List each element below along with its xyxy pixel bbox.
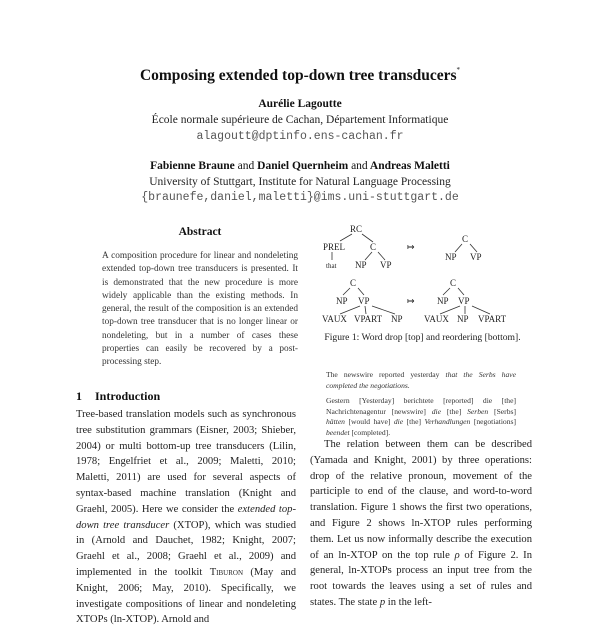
- tree-node: NP: [437, 296, 449, 306]
- german-example: Gestern [Yesterday] berichtete [reported] die [the] Nachrichtenagentur [newswire] die [the] Serben [Serbs] hätten [would have] die [the] Verhandlungen [negotiations] beendet [completed].: [326, 396, 517, 437]
- author-separator: and: [237, 160, 255, 172]
- author-name: Andreas Maletti: [369, 160, 450, 172]
- tree-node: VP: [380, 260, 392, 270]
- author-name: Fabienne Braune: [150, 160, 235, 172]
- footnote-mark: *: [456, 66, 461, 74]
- maps-to-arrow: ↦: [407, 242, 415, 252]
- example-sentences: [326, 370, 516, 444]
- tree-node: NP: [355, 260, 367, 270]
- tree-leaf: that: [326, 262, 337, 270]
- english-example: The newswire reported yesterday that the Serbs have completed the negotiations.: [326, 370, 516, 390]
- tree-node: PREL: [323, 242, 346, 252]
- tree-node: VP: [358, 296, 370, 306]
- authors-2-affiliation: University of Stuttgart, Institute for Natural Language Processing: [149, 176, 451, 188]
- abstract-heading: Abstract: [178, 226, 222, 238]
- maps-to-arrow: ↦: [407, 296, 415, 306]
- authors-2-names: [0, 160, 600, 172]
- tree-node: RC: [350, 224, 363, 234]
- state-symbol: p: [379, 596, 386, 608]
- authors-2-email: {braunefe,daniel,maletti}@ims.uni-stuttgart.de: [141, 191, 459, 204]
- tool-name: Tiburon: [209, 566, 243, 578]
- tree-node: VP: [458, 296, 470, 306]
- paper-title: Composing extended top-down tree transducers*: [139, 66, 461, 84]
- section-heading: [76, 389, 160, 404]
- author-name: Daniel Quernheim: [257, 160, 349, 172]
- section-number: 1: [76, 389, 82, 403]
- rule-symbol: ρ: [454, 549, 460, 561]
- tree-node: NP: [391, 314, 403, 324]
- tree-node: VP: [470, 252, 482, 262]
- figure-1-caption: Figure 1: Word drop [top] and reordering [bottom].: [324, 332, 521, 343]
- author-1-affiliation: École normale supérieure de Cachan, Département Informatique: [151, 114, 449, 126]
- tree-node: VPART: [478, 314, 507, 324]
- tree-node: C: [450, 278, 457, 288]
- tree-node: VPART: [354, 314, 383, 324]
- figure-1-trees: [310, 222, 535, 332]
- tree-node: C: [370, 242, 377, 252]
- author-1-email: alagoutt@dptinfo.ens-cachan.fr: [196, 130, 404, 143]
- right-column-paragraph: The relation between them can be described (Yamada and Knight, 2001) by three operations: drop of the relative pronoun, movement of the participle to end of the clause, and word-to-word translation. Figure 1 shows the first two operations, and Figure 2 shows ln-XTOP rules performing them. Let us now informally describe the execution of an ln-XTOP on the top rule ρ of Figure 2. In general, ln-XTOPs process an input tree from the root towards the leaves using a set of rules and states. The state p in the left-: [310, 439, 532, 608]
- author-separator: and: [351, 160, 368, 172]
- tree-node: VAUX: [322, 314, 347, 324]
- author-1-name: Aurélie Lagoutte: [258, 98, 342, 110]
- tree-node: VAUX: [424, 314, 449, 324]
- abstract-text: A composition procedure for linear and nondeleting extended top-down tree transducers is presented. It is demonstrated that the new procedure is more widely applicable than the existing methods. In general, the result of the composition is an extended top-down tree transducer that is no longer linear or nondeleting, but in a number of cases these properties can easily be recovered by a post-processing step.: [102, 251, 298, 368]
- term-emphasis: extended top-down tree transducer: [76, 503, 296, 531]
- tree-node: NP: [445, 252, 457, 262]
- tree-node: NP: [457, 314, 469, 324]
- tree-node: C: [350, 278, 357, 288]
- tree-node: C: [462, 234, 469, 244]
- section-title: Introduction: [95, 389, 161, 403]
- introduction-paragraph: Tree-based translation models such as synchronous tree substitution grammars (Eisner, 2003; Shieber, 2004) or multi bottom-up tree transducers (Lilin, 1978; Engelfriet et al., 2009; Maletti, 2010; Maletti, 2011) are used for several aspects of syntax-based machine translation (Knight and Graehl, 2005). Here we consider the extended top-down tree transducer (XTOP), which was studied in (Arnold and Dauchet, 1982; Knight, 2007; Graehl et al., 2008; Graehl et al., 2009) and implemented in the toolkit Tiburon (May and Knight, 2006; May, 2010). Specifically, we investigate compositions of linear and nondeleting XTOPs (ln-XTOP). Arnold and: [76, 409, 297, 626]
- tree-node: NP: [336, 296, 348, 306]
